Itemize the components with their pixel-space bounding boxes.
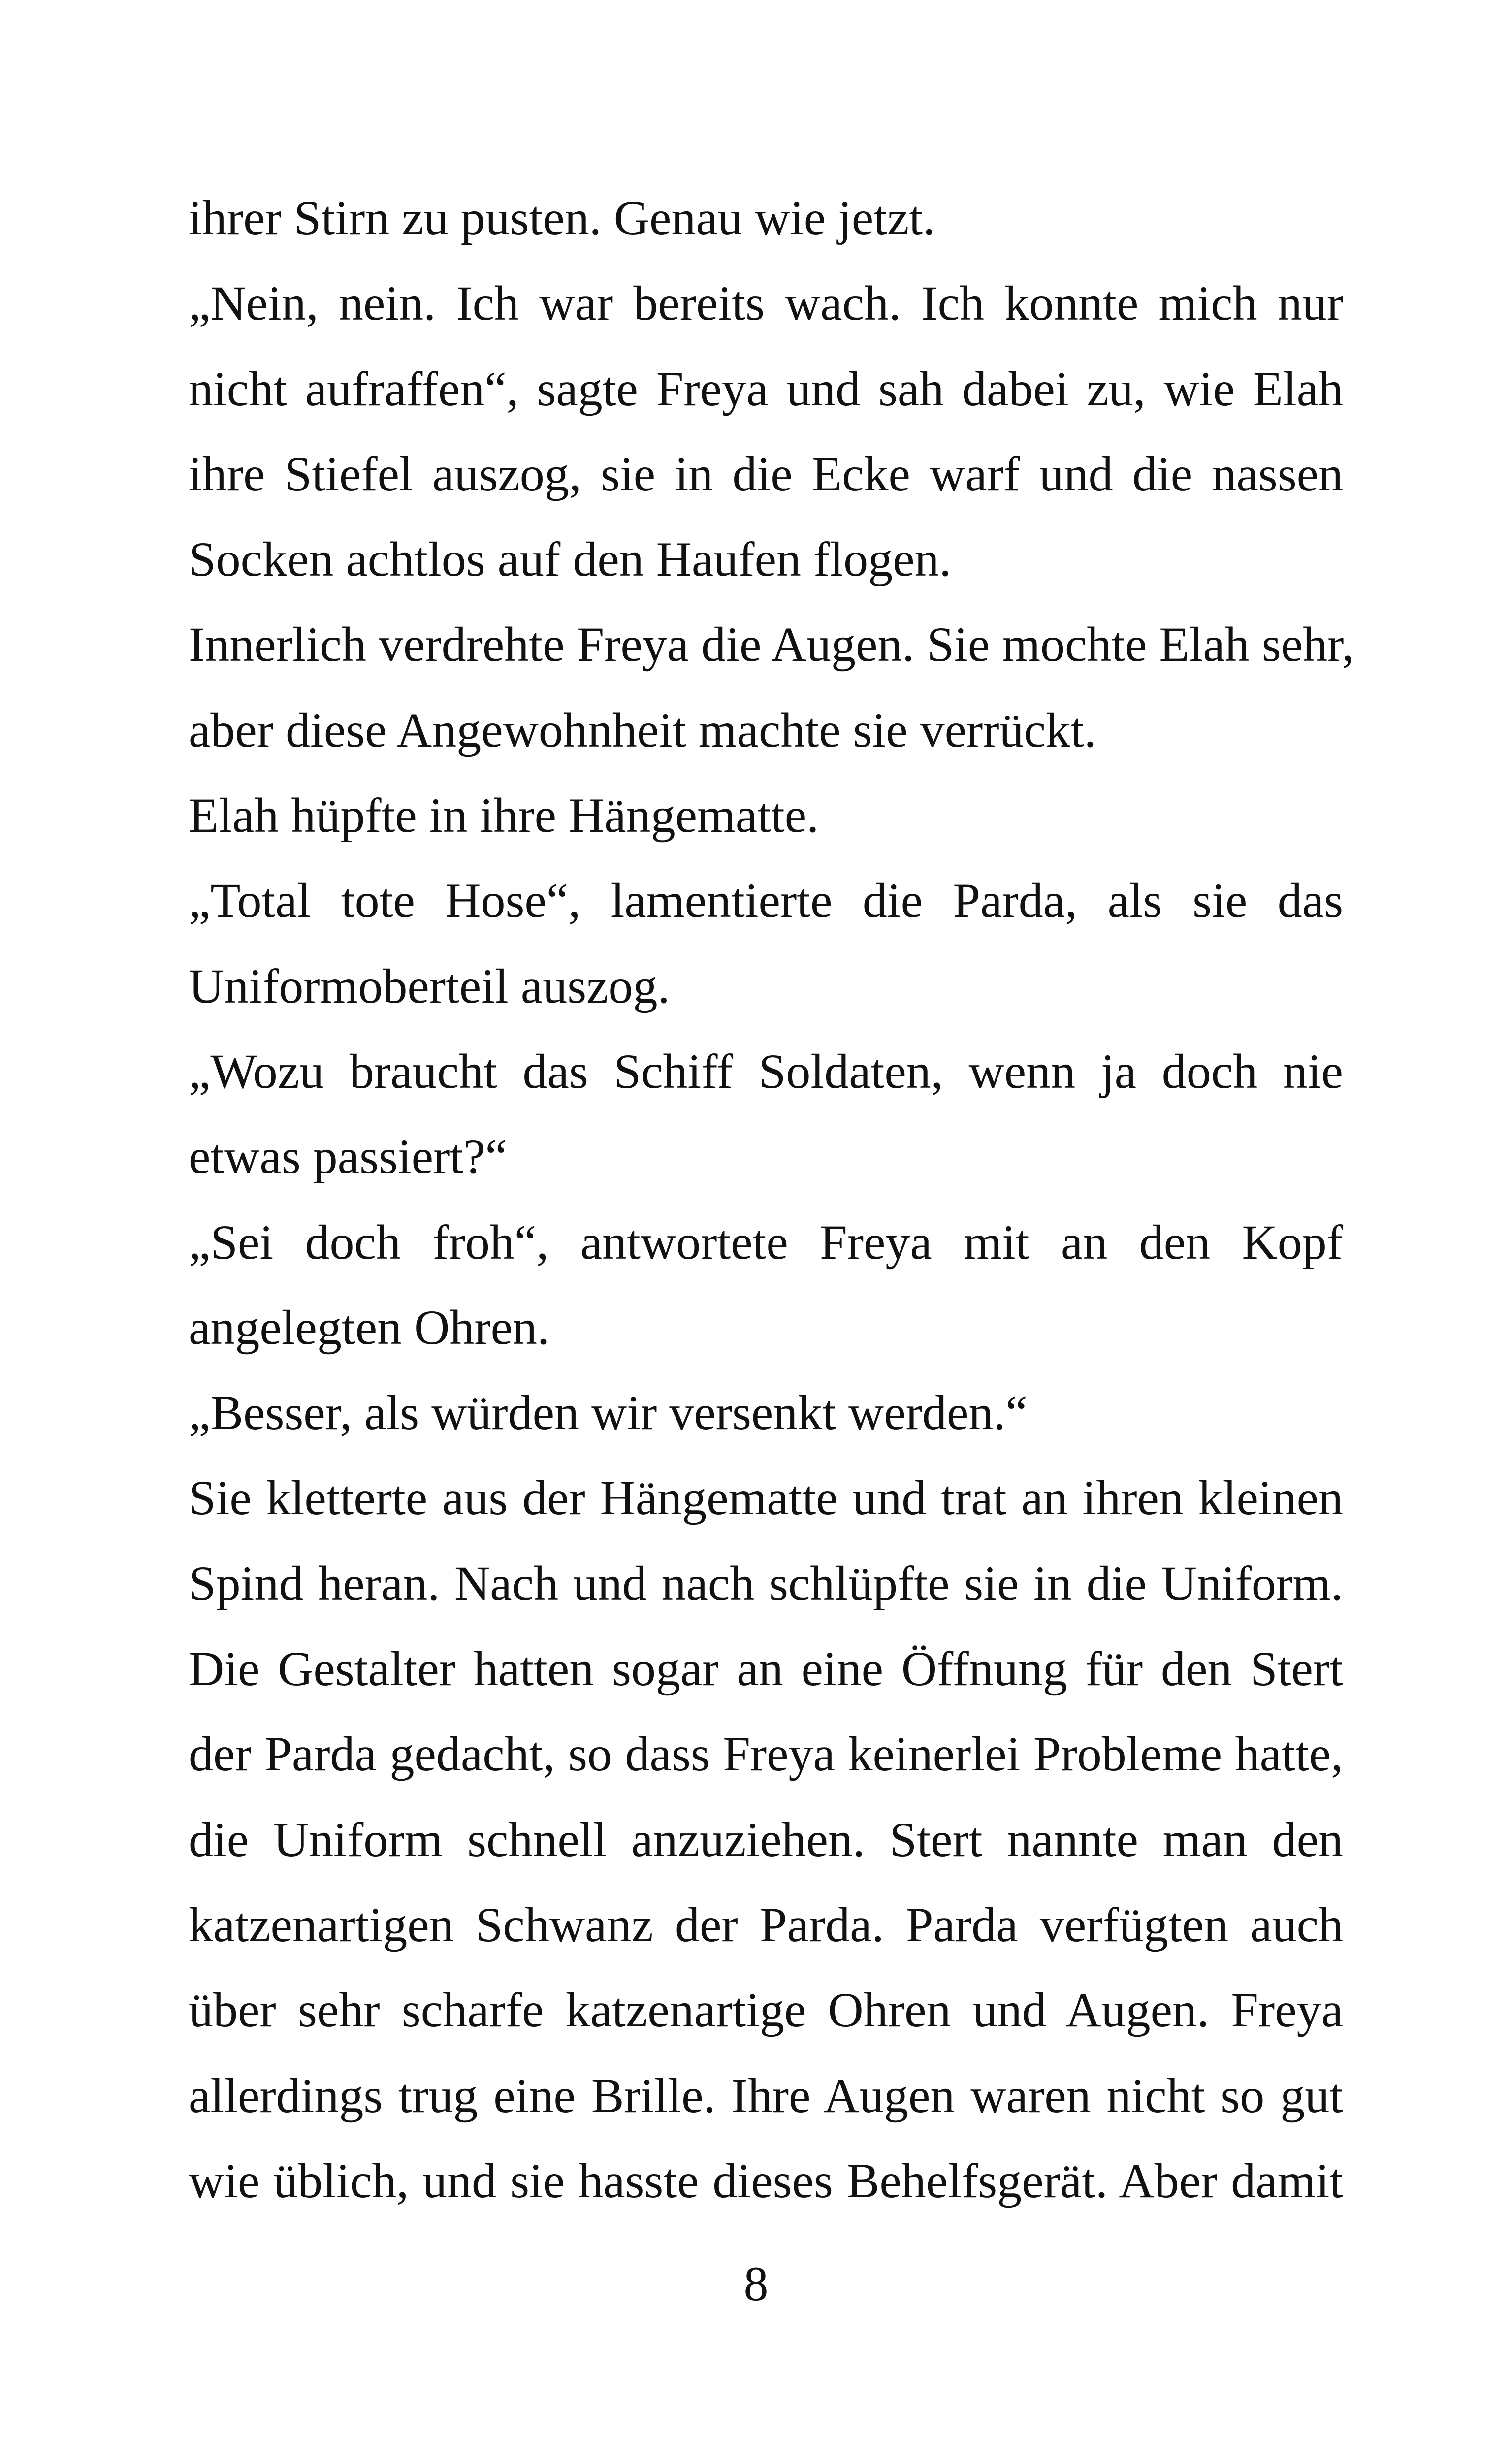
text-line: Innerlich verdrehte Freya die Augen. Sie mochte Elah sehr, — [189, 617, 1354, 672]
page-number: 8 — [743, 2256, 769, 2311]
text-line: „Nein, nein. Ich war bereits wach. Ich konnte mich nur — [189, 276, 1343, 331]
text-line: „Total tote Hose“, lamentierte die Parda, als sie das — [189, 873, 1343, 928]
text-line: „Sei doch froh“, antwortete Freya mit an den Kopf — [189, 1214, 1343, 1270]
text-line: Uniformoberteil auszog. — [189, 958, 670, 1013]
text-line: „Wozu braucht das Schiff Soldaten, wenn ja doch nie — [189, 1043, 1343, 1099]
body-text — [189, 175, 1354, 2223]
text-line: über sehr scharfe katzenartige Ohren und Augen. Freya — [189, 1983, 1343, 2038]
text-line: Socken achtlos auf den Haufen flogen. — [189, 532, 952, 587]
text-line: Elah hüpfte in ihre Hängematte. — [189, 788, 819, 843]
text-line: allerdings trug eine Brille. Ihre Augen waren nicht so gut — [189, 2068, 1343, 2123]
text-line: Spind heran. Nach und nach schlüpfte sie in die Uniform. — [189, 1556, 1343, 1611]
text-line: „Besser, als würden wir versenkt werden.“ — [189, 1385, 1028, 1440]
text-line: die Uniform schnell anzuziehen. Stert nannte man den — [189, 1812, 1343, 1867]
text-line: ihre Stiefel auszog, sie in die Ecke warf und die nassen — [189, 446, 1343, 501]
text-line: Sie kletterte aus der Hängematte und trat an ihren kleinen — [189, 1470, 1343, 1526]
text-line: aber diese Angewohnheit machte sie verrückt. — [189, 702, 1096, 757]
text-line: nicht aufraffen“, sagte Freya und sah dabei zu, wie Elah — [189, 361, 1343, 416]
text-line: Die Gestalter hatten sogar an eine Öffnung für den Stert — [189, 1641, 1343, 1696]
text-line: angelegten Ohren. — [189, 1300, 550, 1355]
text-line: wie üblich, und sie hasste dieses Behelfsgerät. Aber damit — [189, 2153, 1343, 2208]
text-line: etwas passiert?“ — [189, 1129, 507, 1184]
text-line: katzenartigen Schwanz der Parda. Parda verfügten auch — [189, 1897, 1343, 1952]
text-line: ihrer Stirn zu pusten. Genau wie jetzt. — [189, 191, 935, 245]
text-line: der Parda gedacht, so dass Freya keinerlei Probleme hatte, — [189, 1726, 1343, 1782]
